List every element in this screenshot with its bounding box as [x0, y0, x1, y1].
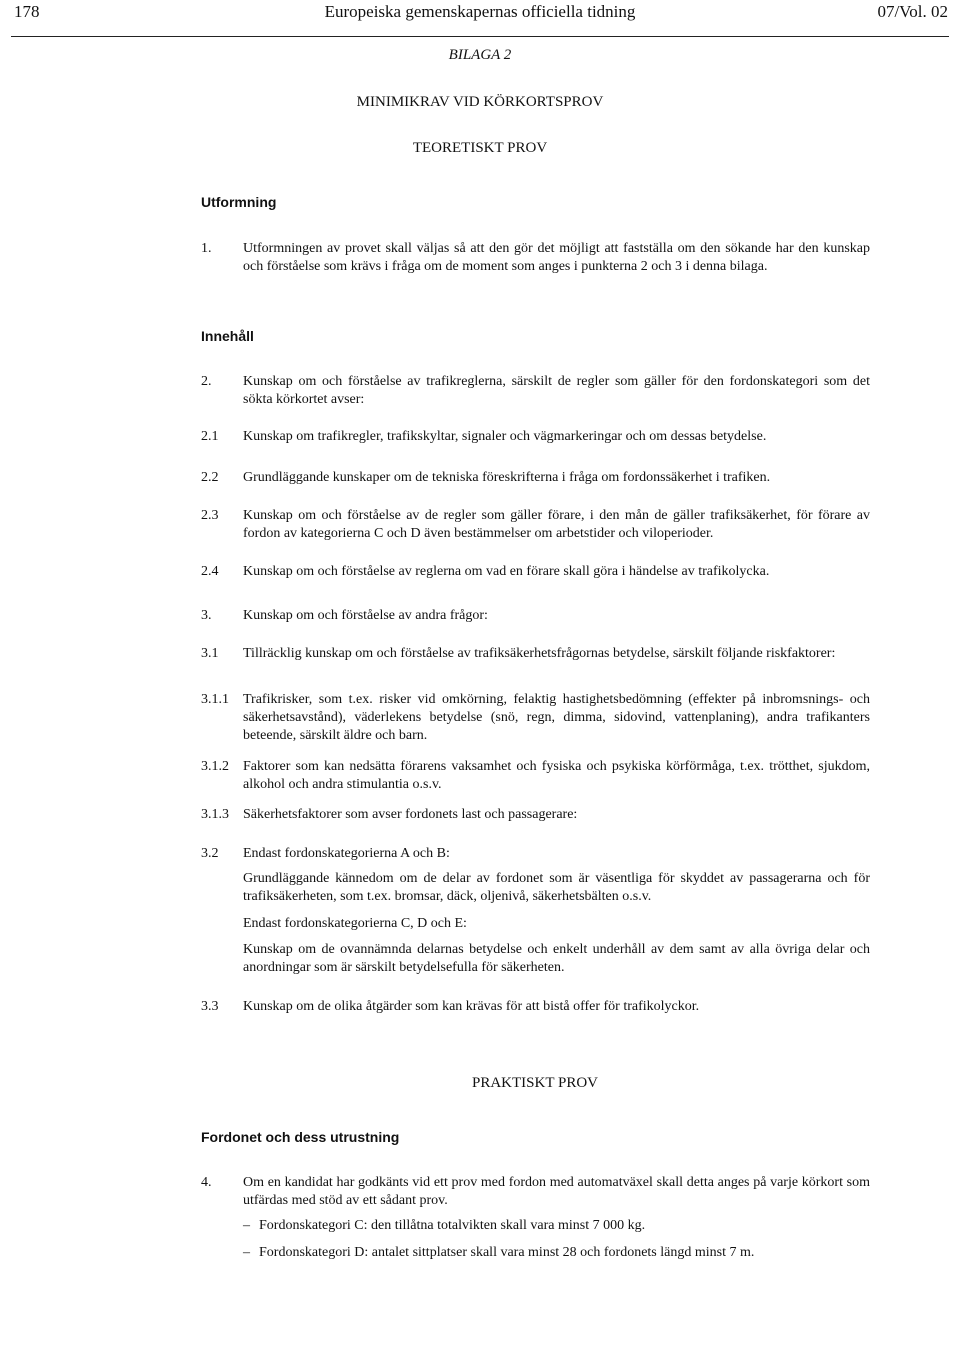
- journal-title: Europeiska gemenskapernas officiella tidning: [324, 2, 636, 21]
- dash-icon: –: [243, 1218, 250, 1233]
- dash-icon: –: [243, 1245, 250, 1260]
- paragraph: Kunskap om de ovannämnda delarnas betydelse och enkelt underhåll av dem samt av alla övriga delar och anordningar som är särskilt betydelsefulla för säkerheten.: [243, 942, 870, 975]
- item-number: 3.1.2: [201, 759, 229, 774]
- item-number: 2.2: [201, 470, 219, 485]
- bullet-item: [243, 1217, 870, 1235]
- section-heading-content: Innehåll: [201, 328, 254, 344]
- theory-title: TEORETISKT PROV: [412, 140, 548, 156]
- item-text: Säkerhetsfaktorer som avser fordonets last och passagerare:: [243, 807, 578, 822]
- bullet-item: [243, 1244, 870, 1262]
- item-number: 4.: [201, 1175, 212, 1190]
- item-number: 2.4: [201, 564, 219, 579]
- item-text: Om en kandidat har godkänts vid ett prov med fordon med automatväxel skall detta anges på varje körkort som utfärdas med stöd av ett sådant prov.: [243, 1175, 870, 1208]
- item-text: Endast fordonskategorierna A och B:: [243, 846, 450, 861]
- bullet-text: Fordonskategori C: den tillåtna totalvikten skall vara minst 7 000 kg.: [259, 1218, 646, 1233]
- item-text: Kunskap om de olika åtgärder som kan krävas för att bistå offer för trafikolyckor.: [243, 999, 700, 1014]
- item-text: Kunskap om och förståelse av reglerna om vad en förare skall göra i händelse av trafikolycka.: [243, 564, 770, 579]
- header-rule: [11, 36, 949, 37]
- main-title: MINIMIKRAV VID KÖRKORTSPROV: [356, 94, 604, 110]
- practical-title: PRAKTISKT PROV: [472, 1075, 598, 1091]
- item-number: 3.1.1: [201, 692, 229, 707]
- item-number: 3.3: [201, 999, 219, 1014]
- item-text: Kunskap om och förståelse av de regler som gäller förare, i den mån de gäller trafiksäkerhet, för förare av fordon av kategorierna C och D även bestämmelser om arbetstider och viloperioder.: [243, 508, 870, 541]
- volume-number: 07/Vol. 02: [877, 2, 948, 21]
- item-number: 3.: [201, 608, 212, 623]
- item-number: 3.1: [201, 646, 219, 661]
- bullet-text: Fordonskategori D: antalet sittplatser skall vara minst 28 och fordonets längd minst 7 m.: [259, 1245, 755, 1260]
- paragraph: Endast fordonskategorierna C, D och E:: [243, 916, 467, 931]
- item-number: 2.1: [201, 429, 219, 444]
- section-heading-vehicle: Fordonet och dess utrustning: [201, 1129, 400, 1145]
- running-header: [0, 0, 960, 37]
- item-number: 1.: [201, 241, 212, 256]
- item-number: 2.: [201, 374, 212, 389]
- item-text: Tillräcklig kunskap om och förståelse av trafiksäkerhetsfrågornas betydelse, särskilt följande riskfaktorer:: [243, 646, 836, 661]
- page-number: 178: [14, 2, 40, 21]
- paragraph: Grundläggande kännedom om de delar av fordonet som är väsentliga för skyddet av passagerarna och för trafiksäkerheten, som t.ex. bromsar, däck, oljenivå, säkerhetsbälten o.s.v.: [243, 871, 870, 904]
- item-text: Kunskap om och förståelse av andra frågor:: [243, 608, 488, 623]
- item-text: Kunskap om trafikregler, trafikskyltar, signaler och vägmarkeringar och om dessas betydelse.: [243, 429, 767, 444]
- item-text: Trafikrisker, som t.ex. risker vid omkörning, felaktig hastighetsbedömning (effekter på inbromsnings- och säkerhetsavstånd), väderlekens betydelse (snö, regn, dimma, sidovind, vattenplaning), andra trafikanters beteende, särskilt äldre och barn.: [243, 692, 870, 743]
- item-text: Kunskap om och förståelse av trafikreglerna, särskilt de regler som gäller för den fordonskategori som det sökta körkortet avser:: [243, 374, 870, 407]
- item-number: 3.1.3: [201, 807, 229, 822]
- item-number: 3.2: [201, 846, 219, 861]
- item-text: Faktorer som kan nedsätta förarens vaksamhet och fysiska och psykiska körförmåga, t.ex. trötthet, sjukdom, alkohol och andra stimulantia o.s.v.: [243, 759, 870, 792]
- item-number: 2.3: [201, 508, 219, 523]
- item-text: Utformningen av provet skall väljas så att den gör det möjligt att fastställa om den sökande har den kunskap och förståelse som krävs i fråga om de moment som anges i punkterna 2 och 3 i denna bilaga.: [243, 241, 870, 274]
- annex-label: BILAGA 2: [448, 47, 512, 63]
- section-heading-form: Utformning: [201, 194, 277, 210]
- item-text: Grundläggande kunskaper om de tekniska föreskrifterna i fråga om fordonssäkerhet i trafiken.: [243, 470, 771, 485]
